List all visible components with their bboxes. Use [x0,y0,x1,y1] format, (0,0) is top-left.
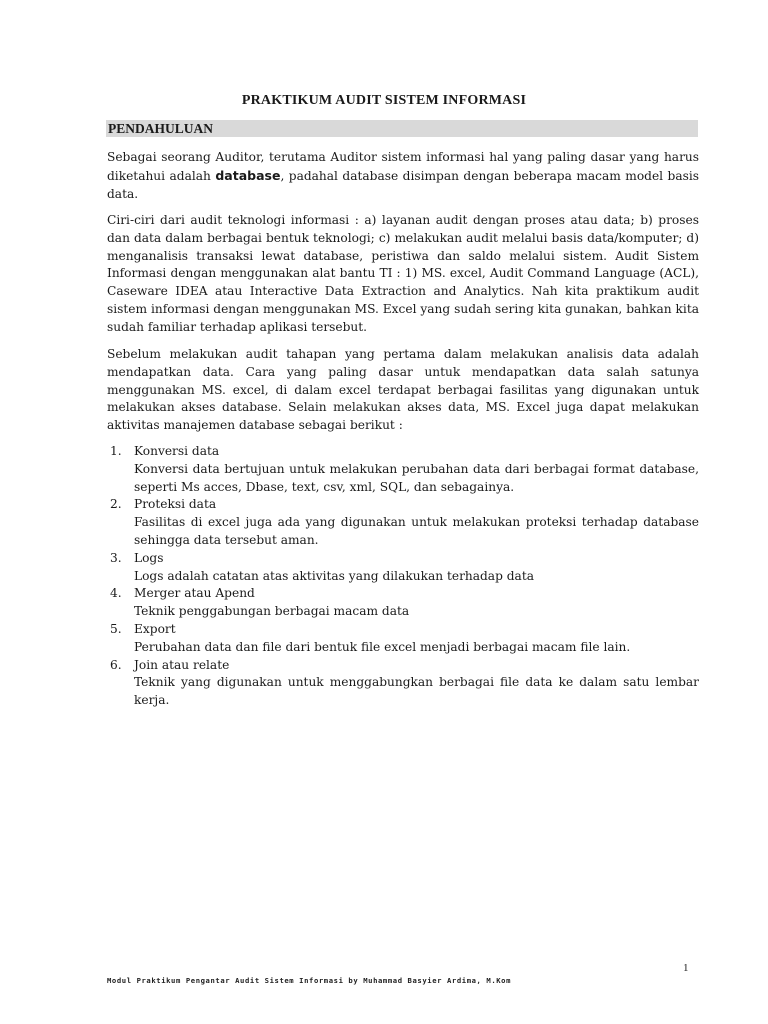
activity-list [107,443,699,710]
list-item [107,550,699,586]
page-footer: Modul Praktikum Pengantar Audit Sistem Informasi by Muhammad Basyier Ardima, M.Kom [107,976,512,985]
list-item-heading: Logs [134,550,164,565]
list-item-description: Perubahan data dan file dari bentuk file excel menjadi berbagai macam file lain. [134,639,631,654]
section-heading: PENDAHULUAN [108,121,214,136]
list-item-description: Teknik penggabungan berbagai macam data [134,604,410,619]
list-item [107,496,699,549]
list-item-number: 3. [110,550,122,565]
list-item-heading: Proteksi data [134,497,217,512]
paragraph-intro-text-before: Sebagai seorang Auditor, terutama Auditor sistem informasi hal yang paling dasar yang harus diketahui adalah [107,150,699,183]
list-item-heading: Join atau relate [134,657,230,672]
list-item-description: Konversi data bertujuan untuk melakukan perubahan data dari berbagai format database, seperti Ms acces, Dbase, text, csv, xml, SQL, dan sebagainya. [134,461,699,494]
list-item [107,621,699,657]
page-number: 1 [683,962,689,974]
list-item-number: 6. [110,657,122,672]
paragraph-data-access: Sebelum melakukan audit tahapan yang pertama dalam melakukan analisis data adalah mendapatkan data. Cara yang paling dasar untuk mendapatkan data salah satunya menggunakan MS. excel, di dalam excel terdapat berbagai fasilitas yang digunakan untuk melakukan akses database. Selain melakukan akses data, MS. Excel juga dapat melakukan aktivitas manajemen database sebagai berikut : [107,347,699,433]
section-heading-bar [106,120,698,137]
list-item [107,443,699,496]
list-item [107,657,699,710]
list-item-description: Fasilitas di excel juga ada yang digunakan untuk melakukan proteksi terhadap database sehingga data tersebut aman. [134,515,699,547]
list-item-heading: Export [134,621,176,636]
paragraph-intro-text-after: , padahal database disimpan dengan beberapa macam model basis data. [107,168,700,201]
list-item-number: 1. [110,444,122,458]
list-item-description: Teknik yang digunakan untuk menggabungkan berbagai file data ke dalam satu lembar kerja. [134,675,699,708]
list-item-number: 4. [110,586,122,601]
list-item [107,585,699,621]
paragraph-characteristics: Ciri-ciri dari audit teknologi informasi : a) layanan audit dengan proses atau data; b) proses dan data dalam berbagai bentuk teknologi; c) melakukan audit melalui basis data/komputer; d) menganalisis transaksi lewat database, peristiwa dan saldo melalui sistem. Audit Sistem Informasi dengan menggunakan alat bantu TI : 1) MS. excel, Audit Command Language (ACL), Caseware IDEA atau Interactive Data Extraction and Analytics. Nah kita praktikum audit sistem informasi dengan menggunakan MS. Excel yang sudah sering kita gunakan, bahkan kita sudah familiar terhadap aplikasi tersebut. [107,213,699,334]
paragraph-intro-emphasis: database [215,167,281,183]
list-item-heading: Merger atau Apend [134,586,255,601]
document-title: PRAKTIKUM AUDIT SISTEM INFORMASI [241,93,527,108]
list-item-heading: Konversi data [134,444,220,458]
paragraph-intro [107,149,699,203]
list-item-description: Logs adalah catatan atas aktivitas yang dilakukan terhadap data [134,568,534,583]
list-item-number: 2. [110,497,122,512]
list-item-number: 5. [110,621,122,636]
